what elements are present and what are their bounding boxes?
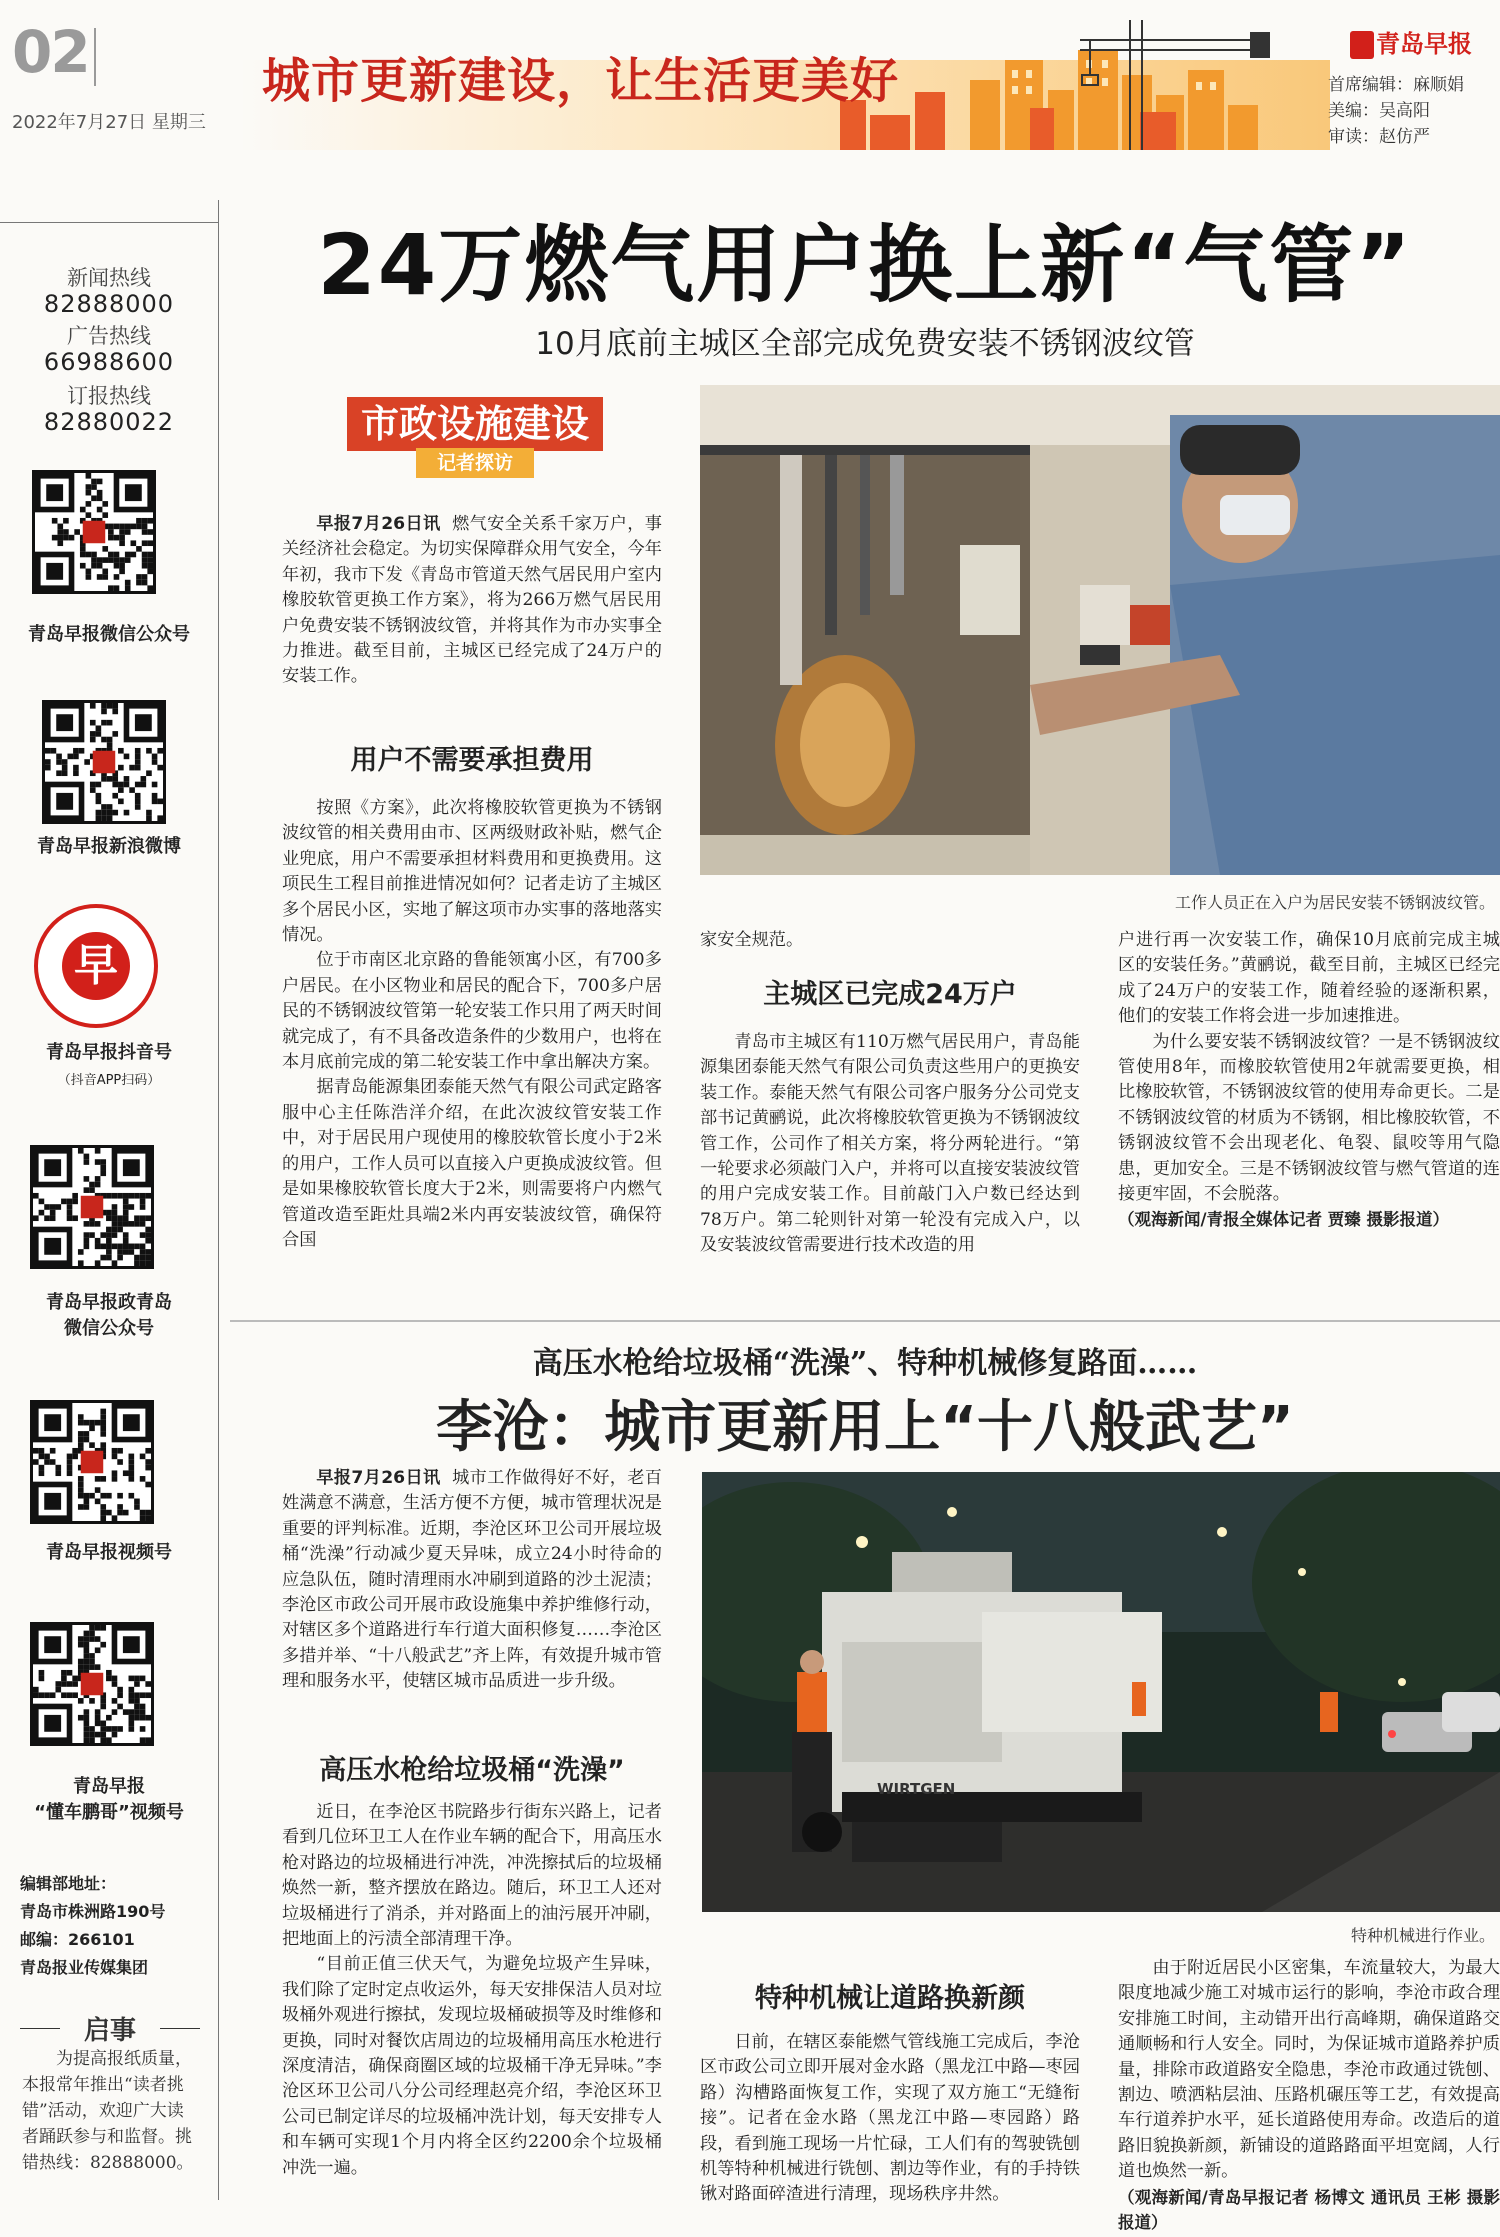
article1-photo <box>700 385 1500 875</box>
article1-subtitle: 10月底前主城区全部完成免费安装不锈钢波纹管 <box>535 326 1195 362</box>
hotline-label: 广告热线 <box>67 324 151 348</box>
section-subtag: 记者探访 <box>416 448 534 478</box>
article1-section1-title: 用户不需要承担费用 <box>350 745 594 776</box>
article-separator <box>230 1320 1500 1322</box>
article2-section1-title: 高压水枪给垃圾桶“洗澡” <box>319 1755 625 1786</box>
article2-body-col3: 由于附近居民小区密集，车流量较大，为最大限度地减少施工对城市运行的影响，李沧市政合理安排施工时间，主动错开出行高峰期，确保道路交通顺畅和行人安全。同时，为保证城市道路养护质量，排除市政道路安全隐患，李沧市政通过铣刨、割边、喷洒粘层油、压路机碾压等工艺，有效提高车行道养护水平，延长道路使用寿命。改造后的道路旧貌换新颜，新铺设的道路路面平坦宽阔，人行道也焕然一新。 （观海新闻/青岛早报记者 杨博文 通讯员 王彬 摄影报道） <box>1118 1958 1500 2233</box>
article1-col2-continuation: 家安全规范。 <box>700 930 804 950</box>
qr-caption: 青岛早报抖音号 （抖音APP扫码） <box>46 1042 172 1088</box>
hotline-label: 订报热线 <box>67 384 151 408</box>
notice-title: 启事 <box>83 2016 136 2046</box>
article2-headline: 李沧：城市更新用上“十八般武艺” <box>436 1395 1294 1460</box>
hotline-label: 新闻热线 <box>67 266 151 290</box>
qr-caption: 青岛早报新浪微博 <box>37 836 181 857</box>
credit-proofreader: 审读：赵仿严 <box>1328 127 1430 147</box>
section-tag: 市政设施建设 <box>347 397 603 451</box>
credit-chief-editor: 首席编辑：麻顺娟 <box>1328 75 1464 95</box>
article2-body-col1: 近日，在李沧区书院路步行街东兴路上，记者看到几位环卫工人在作业车辆的配合下，用高压水枪对路边的垃圾桶进行冲洗，冲洗擦拭后的垃圾桶焕然一新，整齐摆放在路边。随后，环卫工人还对垃圾桶进行了消杀，并对路面上的油污展开冲刷，把地面上的污渍全部清理干净。 “目前正值三伏天气，为避免垃圾产生异味，我们除了定时定点收运外，每天安排保洁人员对垃圾桶外观进行擦拭，发现垃圾桶破损等及时维修和更换，同时对餐饮店周边的垃圾桶用高压水枪进行深度清洁，确保商圈区域的垃圾桶干净无异味。”李沧区环卫公司八分公司经理赵亮介绍，李沧区环卫公司已制定详尽的垃圾桶冲洗计划，每天安排专人和车辆可实现1个月内将全区约2200余个垃圾桶冲洗一遍。 <box>282 1802 662 2178</box>
qr-caption: 青岛早报微信公众号 <box>28 624 190 645</box>
article2-photo <box>702 1472 1500 1912</box>
page-number-divider <box>94 28 96 86</box>
qr-caption: 青岛早报视频号 <box>46 1542 172 1563</box>
article2-lead: 早报7月26日讯 城市工作做得好不好，老百姓满意不满意，生活方便不方便，城市管理状况是重要的评判标准。近期，李沧区环卫公司开展垃圾桶“洗澡”行动减少夏天异味，成立24小时待命的应急队伍，随时清理雨水冲刷到道路的沙土泥渍；李沧区市政公司开展市政设施集中养护维修行动，对辖区多个道路进行车行道大面积修复……李沧区多措并举、“十八般武艺”齐上阵，有效提升城市管理和服务水平，使辖区城市品质进一步升级。 <box>282 1468 662 1692</box>
qr-caption: 青岛早报政青岛 微信公众号 <box>46 1292 172 1339</box>
logo-text: 青岛早报 <box>1376 30 1472 58</box>
sidebar-divider <box>218 200 219 2200</box>
qr-code-wechat[interactable] <box>32 470 156 594</box>
article1-body-col1: 按照《方案》，此次将橡胶软管更换为不锈钢波纹管的相关费用由市、区两级财政补贴，燃气企业兜底，用户不需要承担材料费用和更换费用。这项民生工程目前推进情况如何？记者走访了主城区多个居民小区，实地了解这项市办实事的落地落实情况。 位于市南区北京路的鲁能领寓小区，有700多户居民。在小区物业和居民的配合下，700多户居民的不锈钢波纹管第一轮安装工作只用了两天时间就完成了，有不具备改造条件的少数用户，也将在本月底前完成的第二轮安装工作中拿出解决方案。 据青岛能源集团泰能天然气有限公司武定路客服中心主任陈浩洋介绍，在此次波纹管安装工作中，对于居民用户现使用的橡胶软管长度小于2米的用户，工作人员可以直接入户更换成波纹管。但是如果橡胶软管长度大于2米，则需要将户内燃气管道改造至距灶具端2米内再安装波纹管，确保符合国 <box>282 798 662 1250</box>
qr-caption: 青岛早报 “懂车鹏哥”视频号 <box>34 1776 184 1823</box>
article2-body-col2: 日前，在辖区泰能燃气管线施工完成后，李沧区市政公司立即开展对金水路（黑龙江中路—枣园路）沟槽路面恢复工作，实现了双方施工“无缝衔接”。记者在金水路（黑龙江中路—枣园路）路段，看到施工现场一片忙碌，工人们有的驾驶铣刨机等特种机械进行铣刨、割边等作业，有的手持铁锹对路面碎渣进行清理，现场秩序井然。 <box>700 2032 1080 2205</box>
editorial-address: 编辑部地址： 青岛市株洲路190号 邮编：266101 青岛报业传媒集团 <box>20 1874 166 1977</box>
notice-body: 为提高报纸质量，本报常年推出“读者挑错”活动，欢迎广大读者踊跃参与和监督。挑错热线：82888000。 <box>22 2049 194 2173</box>
issue-date: 2022年7月27日 星期三 <box>12 112 206 133</box>
hotline-number: 66988600 <box>43 348 175 376</box>
page-number: 02 <box>12 18 89 86</box>
article1-lead: 早报7月26日讯 燃气安全关系千家万户，事关经济社会稳定。为切实保障群众用气安全，今年年初，我市下发《青岛市管道天然气居民用户室内橡胶软管更换工作方案》，将为266万燃气居民用户免费安装不锈钢波纹管，并将其作为市办实事全力推进。截至目前，主城区已经完成了24万户的安装工作。 <box>282 514 662 687</box>
article2-photo-caption: 特种机械进行作业。 <box>1350 1926 1495 1945</box>
qr-code-zhengqingdao[interactable] <box>30 1145 154 1269</box>
douyin-code[interactable] <box>34 904 158 1028</box>
qr-code-weibo[interactable] <box>42 700 166 824</box>
hotline-number: 82880022 <box>43 408 175 436</box>
logo-mark-icon <box>1350 31 1374 59</box>
article1-body-col2: 青岛市主城区有110万燃气居民用户，青岛能源集团泰能天然气有限公司负责这些用户的更换安装工作。泰能天然气有限公司客户服务分公司党支部书记黄鹂说，此次将橡胶软管更换为不锈钢波纹管工作，公司作了相关方案，将分两轮进行。“第一轮要求必须敲门入户，并将可以直接安装波纹管的用户完成安装工作。目前敲门入户数已经达到78万户。第二轮则针对第一轮没有完成入户，以及安装波纹管需要进行技术改造的用 <box>700 1032 1080 1256</box>
qr-code-video[interactable] <box>30 1400 154 1524</box>
article1-headline: 24万燃气用户换上新“气管” <box>317 216 1413 314</box>
article1-section2-title: 主城区已完成24万户 <box>763 979 1017 1010</box>
article2-kicker: 高压水枪给垃圾桶“洗澡”、特种机械修复路面…… <box>532 1346 1198 1381</box>
newspaper-logo <box>1350 24 1472 59</box>
zao-logo-icon: 早 <box>62 932 130 1000</box>
banner-title: 城市更新建设，让生活更美好 <box>262 53 900 109</box>
article2-section2-title: 特种机械让道路换新颜 <box>755 1983 1025 2014</box>
machine-brand-label: WIRTGEN <box>877 1780 956 1798</box>
article1-body-col3: 户进行再一次安装工作，确保10月底前完成主城区的安装任务。”黄鹂说，截至目前，主城区已经完成了24万户的安装工作，随着经验的逐渐积累，他们的安装工作将会进一步加速推进。 为什么要安装不锈钢波纹管？一是不锈钢波纹管使用8年，而橡胶软管使用2年就需要更换，相比橡胶软管，不锈钢波纹管的使用寿命更长。二是不锈钢波纹管的材质为不锈钢，相比橡胶软管，不锈钢波纹管不会出现老化、龟裂、鼠咬等用气隐患，更加安全。三是不锈钢波纹管与燃气管道的连接更牢固，不会脱落。 （观海新闻/青报全媒体记者 贾臻 摄影报道） <box>1118 930 1500 1230</box>
article1-photo-caption: 工作人员正在入户为居民安装不锈钢波纹管。 <box>1174 893 1495 912</box>
sidebar-top-rule <box>0 222 218 223</box>
credit-art-editor: 美编：吴高阳 <box>1328 101 1430 121</box>
qr-code-dongche[interactable] <box>30 1622 154 1746</box>
hotline-number: 82888000 <box>43 290 175 318</box>
